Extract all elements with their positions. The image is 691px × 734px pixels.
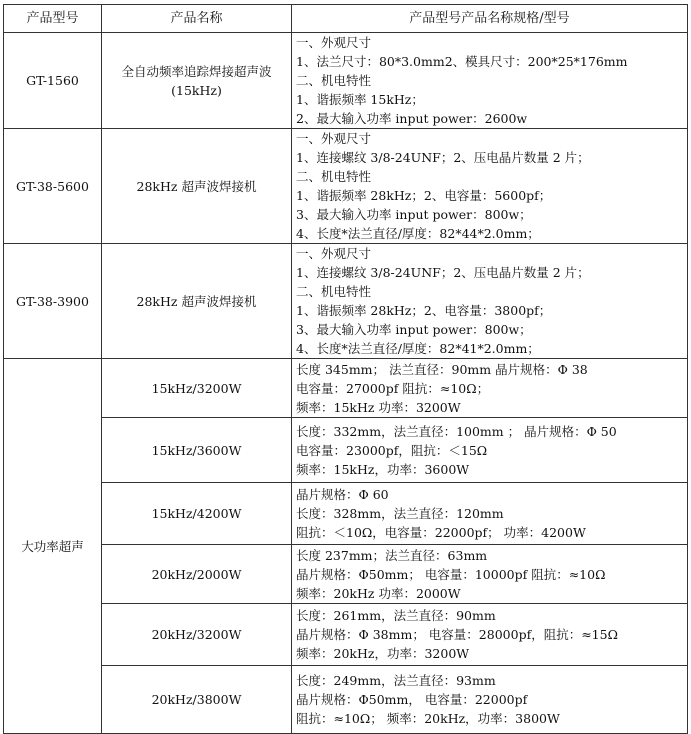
- product-name-line: 全自动频率追踪焊接超声波: [121, 63, 272, 79]
- spec-line: 3、最大输入功率 input power：800w；: [296, 207, 532, 222]
- spec-line: 长度：261mm，法兰直径：90mm: [296, 608, 496, 623]
- spec-line: 频率：20kHz 功率：2000W: [296, 585, 461, 601]
- spec-line: 长度：249mm，法兰直径：93mm: [296, 673, 496, 688]
- spec-line: 1、谐振频率 15kHz；: [296, 92, 424, 107]
- spec-line: 二、机电特性: [296, 169, 372, 184]
- product-model: GT-38-3900: [4, 244, 102, 359]
- spec-line: 3、最大输入功率 input power：800w；: [296, 322, 532, 337]
- product-model: GT-38-5600: [4, 129, 102, 244]
- spec-line: 1、连接螺纹 3/8-24UNF；2、压电晶片数量 2 片；: [296, 150, 590, 165]
- product-name: 15kHz/3200W: [102, 359, 292, 418]
- product-name: 20kHz/3200W: [102, 604, 292, 666]
- table-header-row: [4, 5, 688, 33]
- product-name-line: 28kHz 超声波焊接机: [136, 178, 257, 194]
- spec-line: 电容量：23000pf，阻抗：＜15Ω: [296, 442, 488, 458]
- product-name: [102, 244, 292, 359]
- product-spec: [292, 604, 688, 666]
- spec-line: 频率：15kHz，功率：3600W: [296, 461, 470, 477]
- spec-line: 长度：332mm，法兰直径：100mm ； 晶片规格：Φ 50: [296, 423, 617, 439]
- spec-line: 一、外观尺寸: [296, 131, 372, 146]
- spec-line: 阻抗：≈10Ω； 频率：20kHz，功率：3800W: [296, 711, 560, 726]
- product-name-line: 28kHz 超声波焊接机: [136, 293, 257, 309]
- spec-line: 1、谐振频率 28kHz；2、电容量：5600pf；: [296, 188, 552, 203]
- table-row: [4, 666, 688, 734]
- spec-line: 晶片规格：Φ50mm； 电容量：10000pf 阻抗：≈10Ω: [296, 566, 606, 582]
- spec-line: 4、长度*法兰直径/厚度：82*41*2.0mm；: [296, 341, 540, 356]
- header-name: 产品名称: [102, 5, 292, 33]
- spec-line: 1、谐振频率 28kHz；2、电容量：3800pf；: [296, 303, 552, 318]
- header-model: 产品型号: [4, 5, 102, 33]
- product-spec: [292, 129, 688, 244]
- table-row: [4, 359, 688, 418]
- table-row: [4, 244, 688, 359]
- product-spec: [292, 666, 688, 734]
- spec-line: 2、最大输入功率 input power：2600w: [296, 111, 528, 126]
- spec-line: 长度 345mm； 法兰直径：90mm 晶片规格：Φ 38: [296, 361, 588, 377]
- table-row: [4, 545, 688, 604]
- header-spec: 产品型号产品名称规格/型号: [292, 5, 688, 33]
- table-row: [4, 129, 688, 244]
- spec-line: 1、法兰尺寸：80*3.0mm2、模具尺寸：200*25*176mm: [296, 54, 628, 69]
- spec-line: 晶片规格：Φ 60: [296, 487, 389, 502]
- product-spec: [292, 244, 688, 359]
- product-spec: [292, 418, 688, 483]
- spec-line: 一、外观尺寸: [296, 246, 372, 261]
- group-label: 大功率超声: [4, 359, 102, 734]
- table-row: [4, 483, 688, 545]
- spec-line: 频率：15kHz 功率：3200W: [296, 399, 461, 415]
- spec-line: 二、机电特性: [296, 73, 372, 88]
- product-name: 15kHz/3600W: [102, 418, 292, 483]
- product-model: GT-1560: [4, 33, 102, 129]
- product-spec-table: [3, 4, 688, 734]
- product-spec: [292, 33, 688, 129]
- spec-line: 频率：20kHz，功率：3200W: [296, 646, 470, 661]
- product-name-line: (15kHz): [171, 82, 222, 98]
- spec-line: 阻抗：＜10Ω，电容量：22000pf； 功率：4200W: [296, 525, 586, 540]
- spec-line: 长度：328mm，法兰直径：120mm: [296, 506, 504, 521]
- product-name: [102, 33, 292, 129]
- product-name: [102, 129, 292, 244]
- spec-line: 一、外观尺寸: [296, 35, 372, 50]
- spec-line: 晶片规格：Φ50mm， 电容量：22000pf: [296, 692, 528, 707]
- spec-line: 1、连接螺纹 3/8-24UNF；2、压电晶片数量 2 片；: [296, 265, 590, 280]
- spec-line: 二、机电特性: [296, 284, 372, 299]
- table-row: [4, 604, 688, 666]
- spec-line: 长度 237mm；法兰直径：63mm: [296, 547, 488, 563]
- spec-line: 电容量：27000pf 阻抗：≈10Ω；: [296, 380, 490, 396]
- table-row: [4, 33, 688, 129]
- spec-line: 晶片规格：Φ 38mm； 电容量：28000pf，阻抗：≈15Ω: [296, 627, 618, 642]
- product-spec: [292, 483, 688, 545]
- product-name: 20kHz/2000W: [102, 545, 292, 604]
- table-row: [4, 418, 688, 483]
- product-spec: [292, 359, 688, 418]
- product-name: 20kHz/3800W: [102, 666, 292, 734]
- spec-line: 4、长度*法兰直径/厚度：82*44*2.0mm；: [296, 226, 540, 241]
- product-name: 15kHz/4200W: [102, 483, 292, 545]
- product-spec: [292, 545, 688, 604]
